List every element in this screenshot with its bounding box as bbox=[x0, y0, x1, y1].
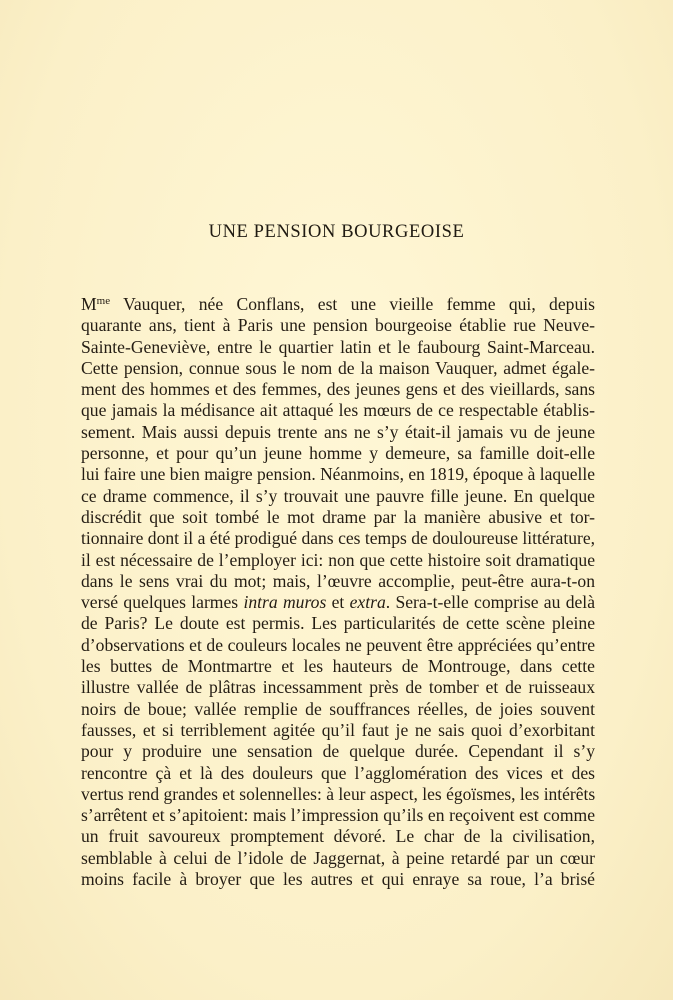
text-run: lui faire une bien maigre pension. Néanmoins, en 1819, époque à laquelle bbox=[81, 464, 595, 485]
text-run: versé quelques larmes bbox=[81, 592, 244, 613]
text-run: M bbox=[81, 294, 97, 314]
text-line bbox=[81, 613, 595, 634]
text-line bbox=[81, 635, 595, 656]
superscript-abbrev: me bbox=[96, 295, 111, 307]
text-line bbox=[81, 486, 595, 507]
text-line bbox=[81, 379, 595, 400]
text-run: Vauquer, née Conflans, est une vieille femme qui, depuis bbox=[110, 294, 595, 314]
text-line bbox=[81, 443, 595, 464]
text-run: d’observations et de couleurs locales ne peuvent être appréciées qu’entre bbox=[81, 634, 595, 655]
text-line bbox=[81, 848, 595, 869]
text-run: quarante ans, tient à Paris une pension bourgeoise établie rue Neuve- bbox=[81, 315, 595, 336]
text-line bbox=[81, 592, 595, 613]
text-run: ment des hommes et des femmes, des jeunes gens et des vieillards, sans bbox=[81, 379, 595, 400]
text-run: illustre vallée de plâtras incessamment près de tomber et de ruisseaux bbox=[81, 677, 595, 698]
text-line bbox=[81, 422, 595, 443]
italic-phrase: extra bbox=[349, 592, 386, 613]
text-run: moins facile à broyer que les autres et qui enraye sa roue, l’a brisé bbox=[81, 869, 595, 890]
text-run: Sainte-Geneviève, entre le quartier latin et le faubourg Saint-Marceau. bbox=[81, 336, 595, 357]
text-run: tionnaire dont il a été prodigué dans ces temps de douloureuse littérature, bbox=[81, 528, 595, 549]
text-run: personne, et pour qu’un jeune homme y demeure, sa famille doit-elle bbox=[81, 443, 595, 464]
text-line bbox=[81, 400, 595, 421]
text-line bbox=[81, 805, 595, 826]
text-run: semblable à celui de l’idole de Jaggernat, à peine retardé par un cœur bbox=[81, 847, 595, 868]
text-run: ce drame commence, il s’y trouvait une pauvre fille jeune. En quelque bbox=[81, 485, 595, 506]
text-line bbox=[81, 741, 595, 762]
chapter-title: UNE PENSION BOURGEOISE bbox=[208, 222, 465, 242]
text-line bbox=[81, 763, 595, 784]
text-run: Cette pension, connue sous le nom de la maison Vauquer, admet égale- bbox=[81, 357, 595, 378]
text-run: . Sera-t-elle comprise au delà bbox=[385, 592, 595, 613]
text-line bbox=[81, 699, 595, 720]
text-line bbox=[81, 571, 595, 592]
text-run: fausses, et si terriblement agitée qu’il faut je ne sais quoi d’exorbitant bbox=[81, 719, 595, 740]
text-run: il est nécessaire de l’employer ici: non que cette histoire soit dramatique bbox=[81, 549, 595, 570]
text-run: s’arrêtent et s’apitoient: mais l’impression qu’ils en reçoivent est comme bbox=[81, 805, 595, 826]
text-run: les buttes de Montmartre et les hauteurs de Montrouge, dans cette bbox=[81, 656, 595, 677]
text-line bbox=[81, 656, 595, 677]
text-run: vertus rend grandes et solennelles: à leur aspect, les égoïsmes, les intérêts bbox=[81, 783, 596, 804]
text-run: sement. Mais aussi depuis trente ans ne s’y était-il jamais vu de jeune bbox=[81, 421, 595, 442]
text-line bbox=[81, 507, 595, 528]
text-line bbox=[81, 869, 595, 890]
body-paragraph bbox=[81, 294, 595, 890]
text-line bbox=[81, 784, 595, 805]
text-line bbox=[81, 294, 595, 315]
text-run: que jamais la médisance ait attaqué les mœurs de ce respectable établis- bbox=[81, 400, 595, 421]
text-run: noirs de boue; vallée remplie de souffrances réelles, de joies souvent bbox=[81, 698, 595, 719]
text-line bbox=[81, 720, 595, 741]
text-run: pour y produire une sensation de quelque durée. Cependant il s’y bbox=[81, 741, 595, 762]
text-line bbox=[81, 826, 595, 847]
text-line bbox=[81, 550, 595, 571]
text-line bbox=[81, 358, 595, 379]
text-line bbox=[81, 464, 595, 485]
text-run: un fruit savoureux promptement dévoré. Le char de la civilisation, bbox=[81, 826, 595, 847]
text-line bbox=[81, 315, 595, 336]
text-run: dans le sens vrai du mot; mais, l’œuvre accomplie, peut-être aura-t-on bbox=[81, 570, 595, 591]
text-line bbox=[81, 337, 595, 358]
text-run: discrédit que soit tombé le mot drame par la manière abusive et tor- bbox=[81, 506, 595, 527]
text-run: rencontre çà et là des douleurs que l’agglomération des vices et des bbox=[81, 762, 595, 783]
text-line bbox=[81, 528, 595, 549]
text-run: et bbox=[326, 592, 350, 613]
italic-phrase: intra muros bbox=[243, 592, 327, 613]
text-run: de Paris? Le doute est permis. Les particularités de cette scène pleine bbox=[81, 613, 595, 634]
text-line bbox=[81, 677, 595, 698]
